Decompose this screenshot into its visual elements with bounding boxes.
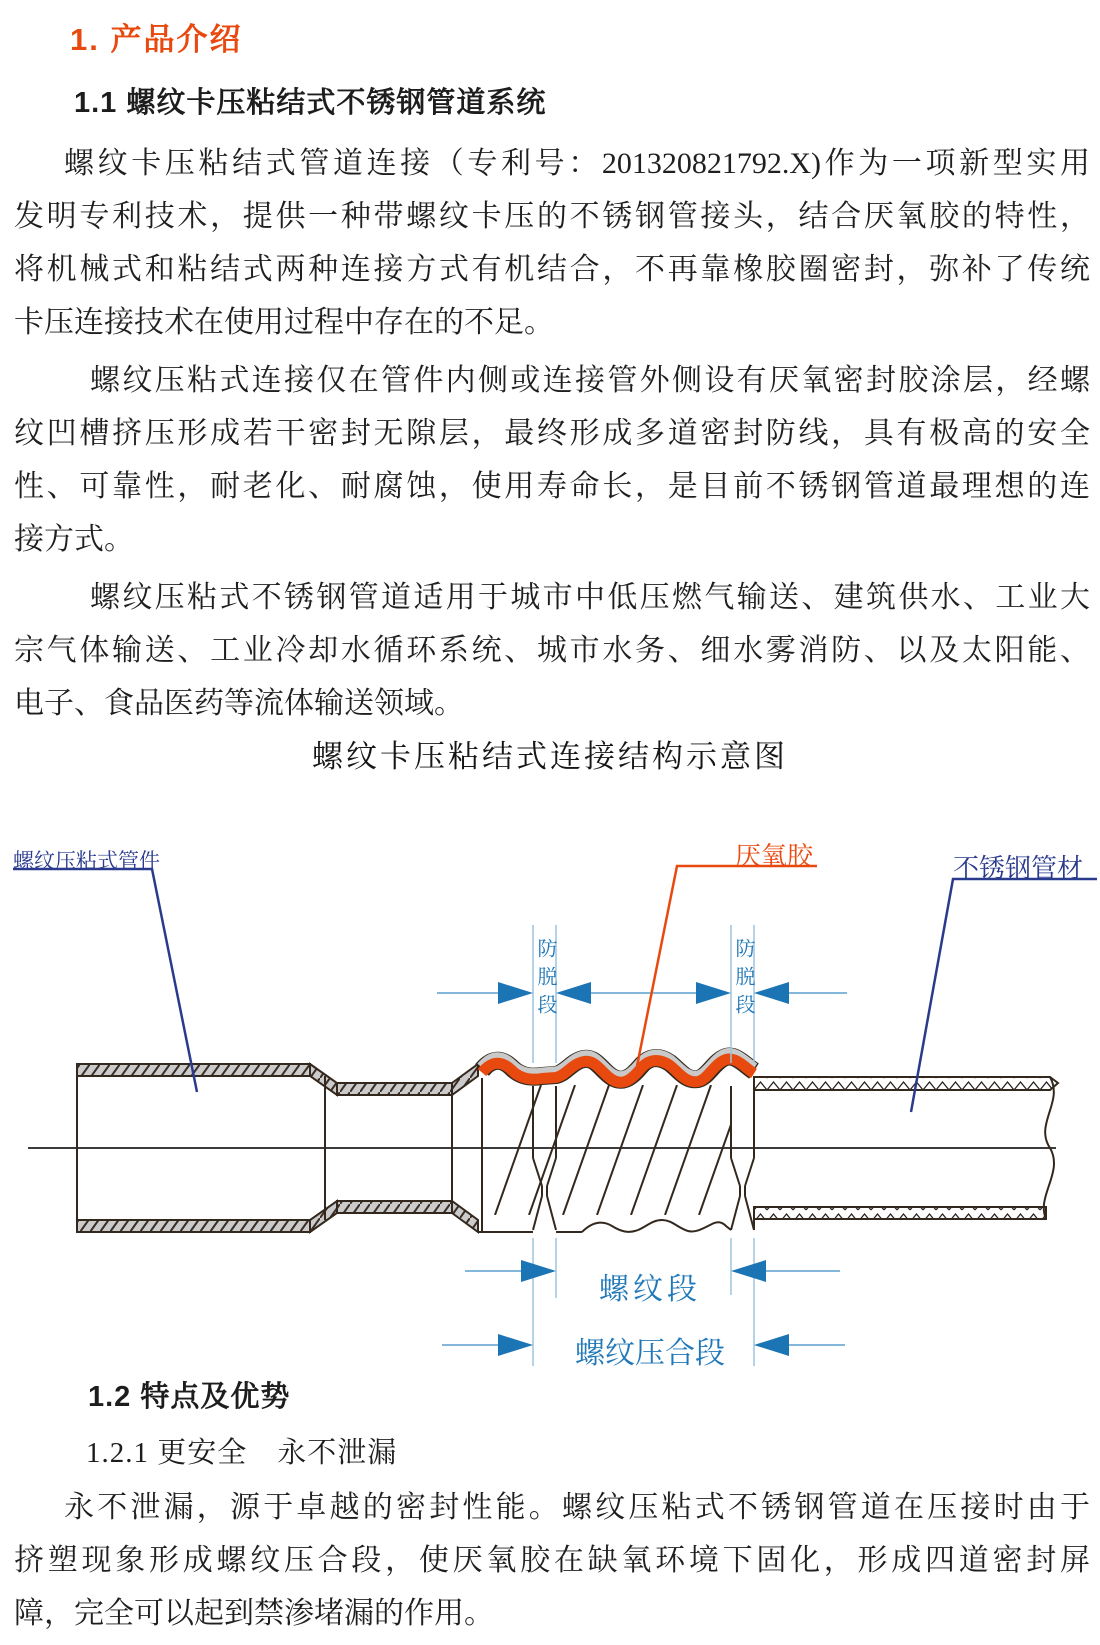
section-heading-1-2: 1.2 特点及优势 <box>88 1381 291 1413</box>
anti-slip-section-label-right: 防脱段 <box>732 938 754 1022</box>
paragraph-line: 卡压连接技术在使用过程中存在的不足。 <box>14 306 554 339</box>
paragraph-line: 宗气体输送、工业冷却水循环系统、城市水务、细水雾消防、以及太阳能、 <box>14 634 1090 667</box>
anaerobic-adhesive-label: 厌氧胶 <box>735 841 814 871</box>
paragraph-line: 纹凹槽挤压形成若干密封无隙层，最终形成多道密封防线，具有极高的安全 <box>14 417 1090 450</box>
paragraph-line: 电子、食品医药等流体输送领域。 <box>14 687 464 720</box>
thread-section-label: 螺纹段 <box>599 1273 701 1306</box>
paragraph-line: 螺纹卡压粘结式管道连接（专利号：201320821792.X)作为一项新型实用 <box>64 147 1090 180</box>
paragraph-line: 将机械式和粘结式两种连接方式有机结合，不再靠橡胶圈密封，弥补了传统 <box>14 253 1090 286</box>
paragraph-line: 障，完全可以起到禁渗堵漏的作用。 <box>14 1597 494 1630</box>
section-heading-1: 1. 产品介绍 <box>70 22 243 57</box>
adhesive-layer <box>482 1054 754 1082</box>
steel-pipe-label: 不锈钢管材 <box>953 853 1084 883</box>
figure-title: 螺纹卡压粘结式连接结构示意图 <box>312 739 788 774</box>
paragraph-line: 螺纹压粘式不锈钢管道适用于城市中低压燃气输送、建筑供水、工业大 <box>90 581 1090 614</box>
paragraph-3 <box>14 571 1090 730</box>
section-heading-1-1: 1.1 螺纹卡压粘结式不锈钢管道系统 <box>74 87 547 119</box>
anti-slip-section-label-left: 防脱段 <box>534 938 556 1022</box>
paragraph-2 <box>14 354 1090 566</box>
paragraph-line: 永不泄漏，源于卓越的密封性能。螺纹压粘式不锈钢管道在压接时由于 <box>64 1491 1090 1524</box>
thread-press-section-label: 螺纹压合段 <box>575 1337 725 1370</box>
paragraph-line: 接方式。 <box>14 523 134 556</box>
paragraph-1 <box>14 137 1090 349</box>
paragraph-line: 螺纹压粘式连接仅在管件内侧或连接管外侧设有厌氧密封胶涂层，经螺 <box>90 364 1090 397</box>
section-heading-1-2-1: 1.2.1 更安全 永不泄漏 <box>86 1437 398 1469</box>
fitting-label: 螺纹压粘式管件 <box>13 850 160 873</box>
paragraph-line: 性、可靠性，耐老化、耐腐蚀，使用寿命长，是目前不锈钢管道最理想的连 <box>14 470 1090 503</box>
paragraph-line: 挤塑现象形成螺纹压合段，使厌氧胶在缺氧环境下固化，形成四道密封屏 <box>14 1544 1090 1577</box>
paragraph-4 <box>14 1481 1090 1640</box>
paragraph-line: 发明专利技术，提供一种带螺纹卡压的不锈钢管接头，结合厌氧胶的特性， <box>14 200 1090 233</box>
